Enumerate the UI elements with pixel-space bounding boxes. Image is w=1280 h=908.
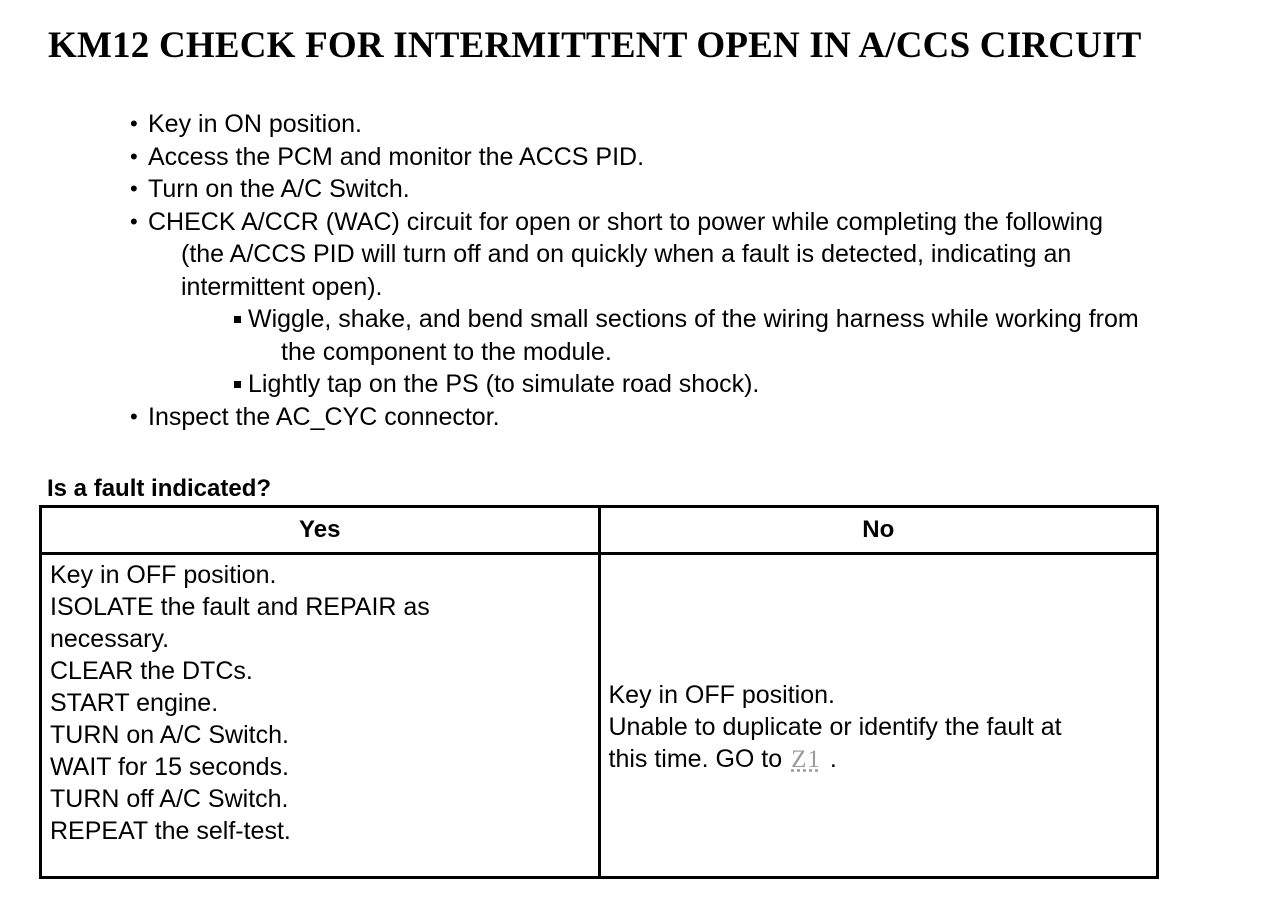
yes-action-line: ISOLATE the fault and REPAIR as [50,593,430,621]
step-text: Access the PCM and monitor the ACCS PID. [148,142,645,171]
decision-table [39,505,1159,879]
no-action-cell [599,554,1158,878]
substep-item [130,303,1250,368]
step-item [130,401,1250,434]
step-item [130,108,1250,141]
substep-text: Lightly tap on the PS (to simulate road shock). [248,370,760,398]
yes-action-line: Key in OFF position. [50,561,277,589]
bullet-icon: • [130,176,138,201]
step-item [130,173,1250,206]
step-text-continued: (the A/CCS PID will turn off and on quickly when a fault is detected, indicating an [181,240,1072,268]
yes-action-line: WAIT for 15 seconds. [50,753,289,781]
yes-action-line: START engine. [50,689,219,717]
header-yes: Yes [41,507,600,554]
substep-text: Wiggle, shake, and bend small sections of the wiring harness while working from [248,305,1139,333]
yes-action-line: TURN on A/C Switch. [50,721,289,749]
bullet-icon: • [130,208,138,234]
no-action-line [609,743,1149,776]
no-action-text: this time. GO to [608,745,783,773]
yes-action-line: TURN off A/C Switch. [50,785,289,813]
bullet-icon: • [130,143,138,169]
header-no: No [599,507,1158,554]
step-text-continued: intermittent open). [181,272,383,301]
step-text: Inspect the AC_CYC connector. [148,402,500,431]
square-bullet-icon [234,381,241,388]
procedure-steps [130,108,1250,433]
yes-action-cell [41,554,600,878]
yes-action-line: necessary. [50,625,170,653]
step-text: CHECK A/CCR (WAC) circuit for open or short to power while completing the following [148,207,1103,236]
substep-item [130,368,1250,401]
step-item [130,206,1250,304]
step-text: Key in ON position. [148,110,362,138]
yes-action-line: REPEAT the self-test. [50,817,291,845]
no-action-line: Unable to duplicate or identify the fault at [608,713,1062,741]
page-title: KM12 CHECK FOR INTERMITTENT OPEN IN A/CCS CIRCUIT [48,25,1142,66]
step-text: Turn on the A/C Switch. [148,175,410,203]
table-row [41,554,1158,878]
no-action-line: Key in OFF position. [608,681,835,709]
step-item [130,141,1250,174]
yes-action-line: CLEAR the DTCs. [50,657,253,685]
bullet-icon: • [130,403,138,429]
decision-question: Is a fault indicated? [47,475,272,502]
bullet-icon: • [130,111,138,136]
goto-z1-link[interactable]: Z1 [791,746,821,773]
square-bullet-icon [234,316,241,323]
table-header-row [41,507,1158,554]
no-action-text: . [829,745,837,773]
substep-text-continued: the component to the module. [281,337,612,366]
